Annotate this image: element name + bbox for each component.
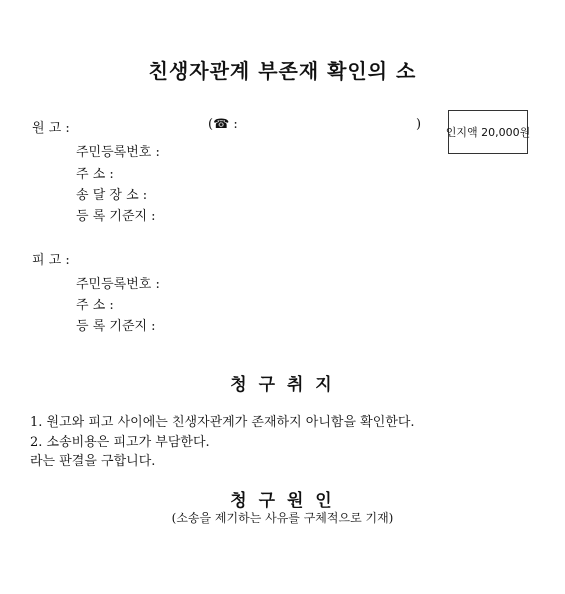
document-title: 친생자관계 부존재 확인의 소 [148, 59, 417, 83]
claim-purpose-closing: 라는 판결을 구합니다. [30, 454, 156, 469]
claim-purpose-heading: 청 구 취 지 [230, 375, 335, 395]
stamp-fee-box [445, 110, 531, 154]
stamp-fee-label: 인지액 20,000원 [445, 126, 531, 139]
plaintiff-resident-number: 주민등록번호 : [76, 145, 160, 160]
defendant-resident-number: 주민등록번호 : [76, 277, 160, 292]
defendant-registration-base: 등 록 기준지 : [76, 319, 156, 334]
plaintiff-phone-open: (☎ : [208, 117, 238, 132]
defendant-label: 피 고 : [32, 253, 70, 268]
plaintiff-address: 주 소 : [76, 167, 114, 182]
claim-purpose-item-1: 1. 원고와 피고 사이에는 친생자관계가 존재하지 아니함을 확인한다. [30, 415, 415, 430]
claim-cause-note: (소송을 제기하는 사유를 구체적으로 기재) [171, 511, 394, 525]
plaintiff-label: 원 고 : [32, 121, 70, 136]
plaintiff-phone-close: ) [416, 117, 422, 132]
plaintiff-registration-base: 등 록 기준지 : [76, 209, 156, 224]
claim-purpose-item-2: 2. 소송비용은 피고가 부담한다. [30, 435, 210, 450]
plaintiff-service-address: 송 달 장 소 : [76, 188, 148, 203]
defendant-address: 주 소 : [76, 298, 114, 313]
claim-cause-heading: 청 구 원 인 [230, 491, 335, 511]
